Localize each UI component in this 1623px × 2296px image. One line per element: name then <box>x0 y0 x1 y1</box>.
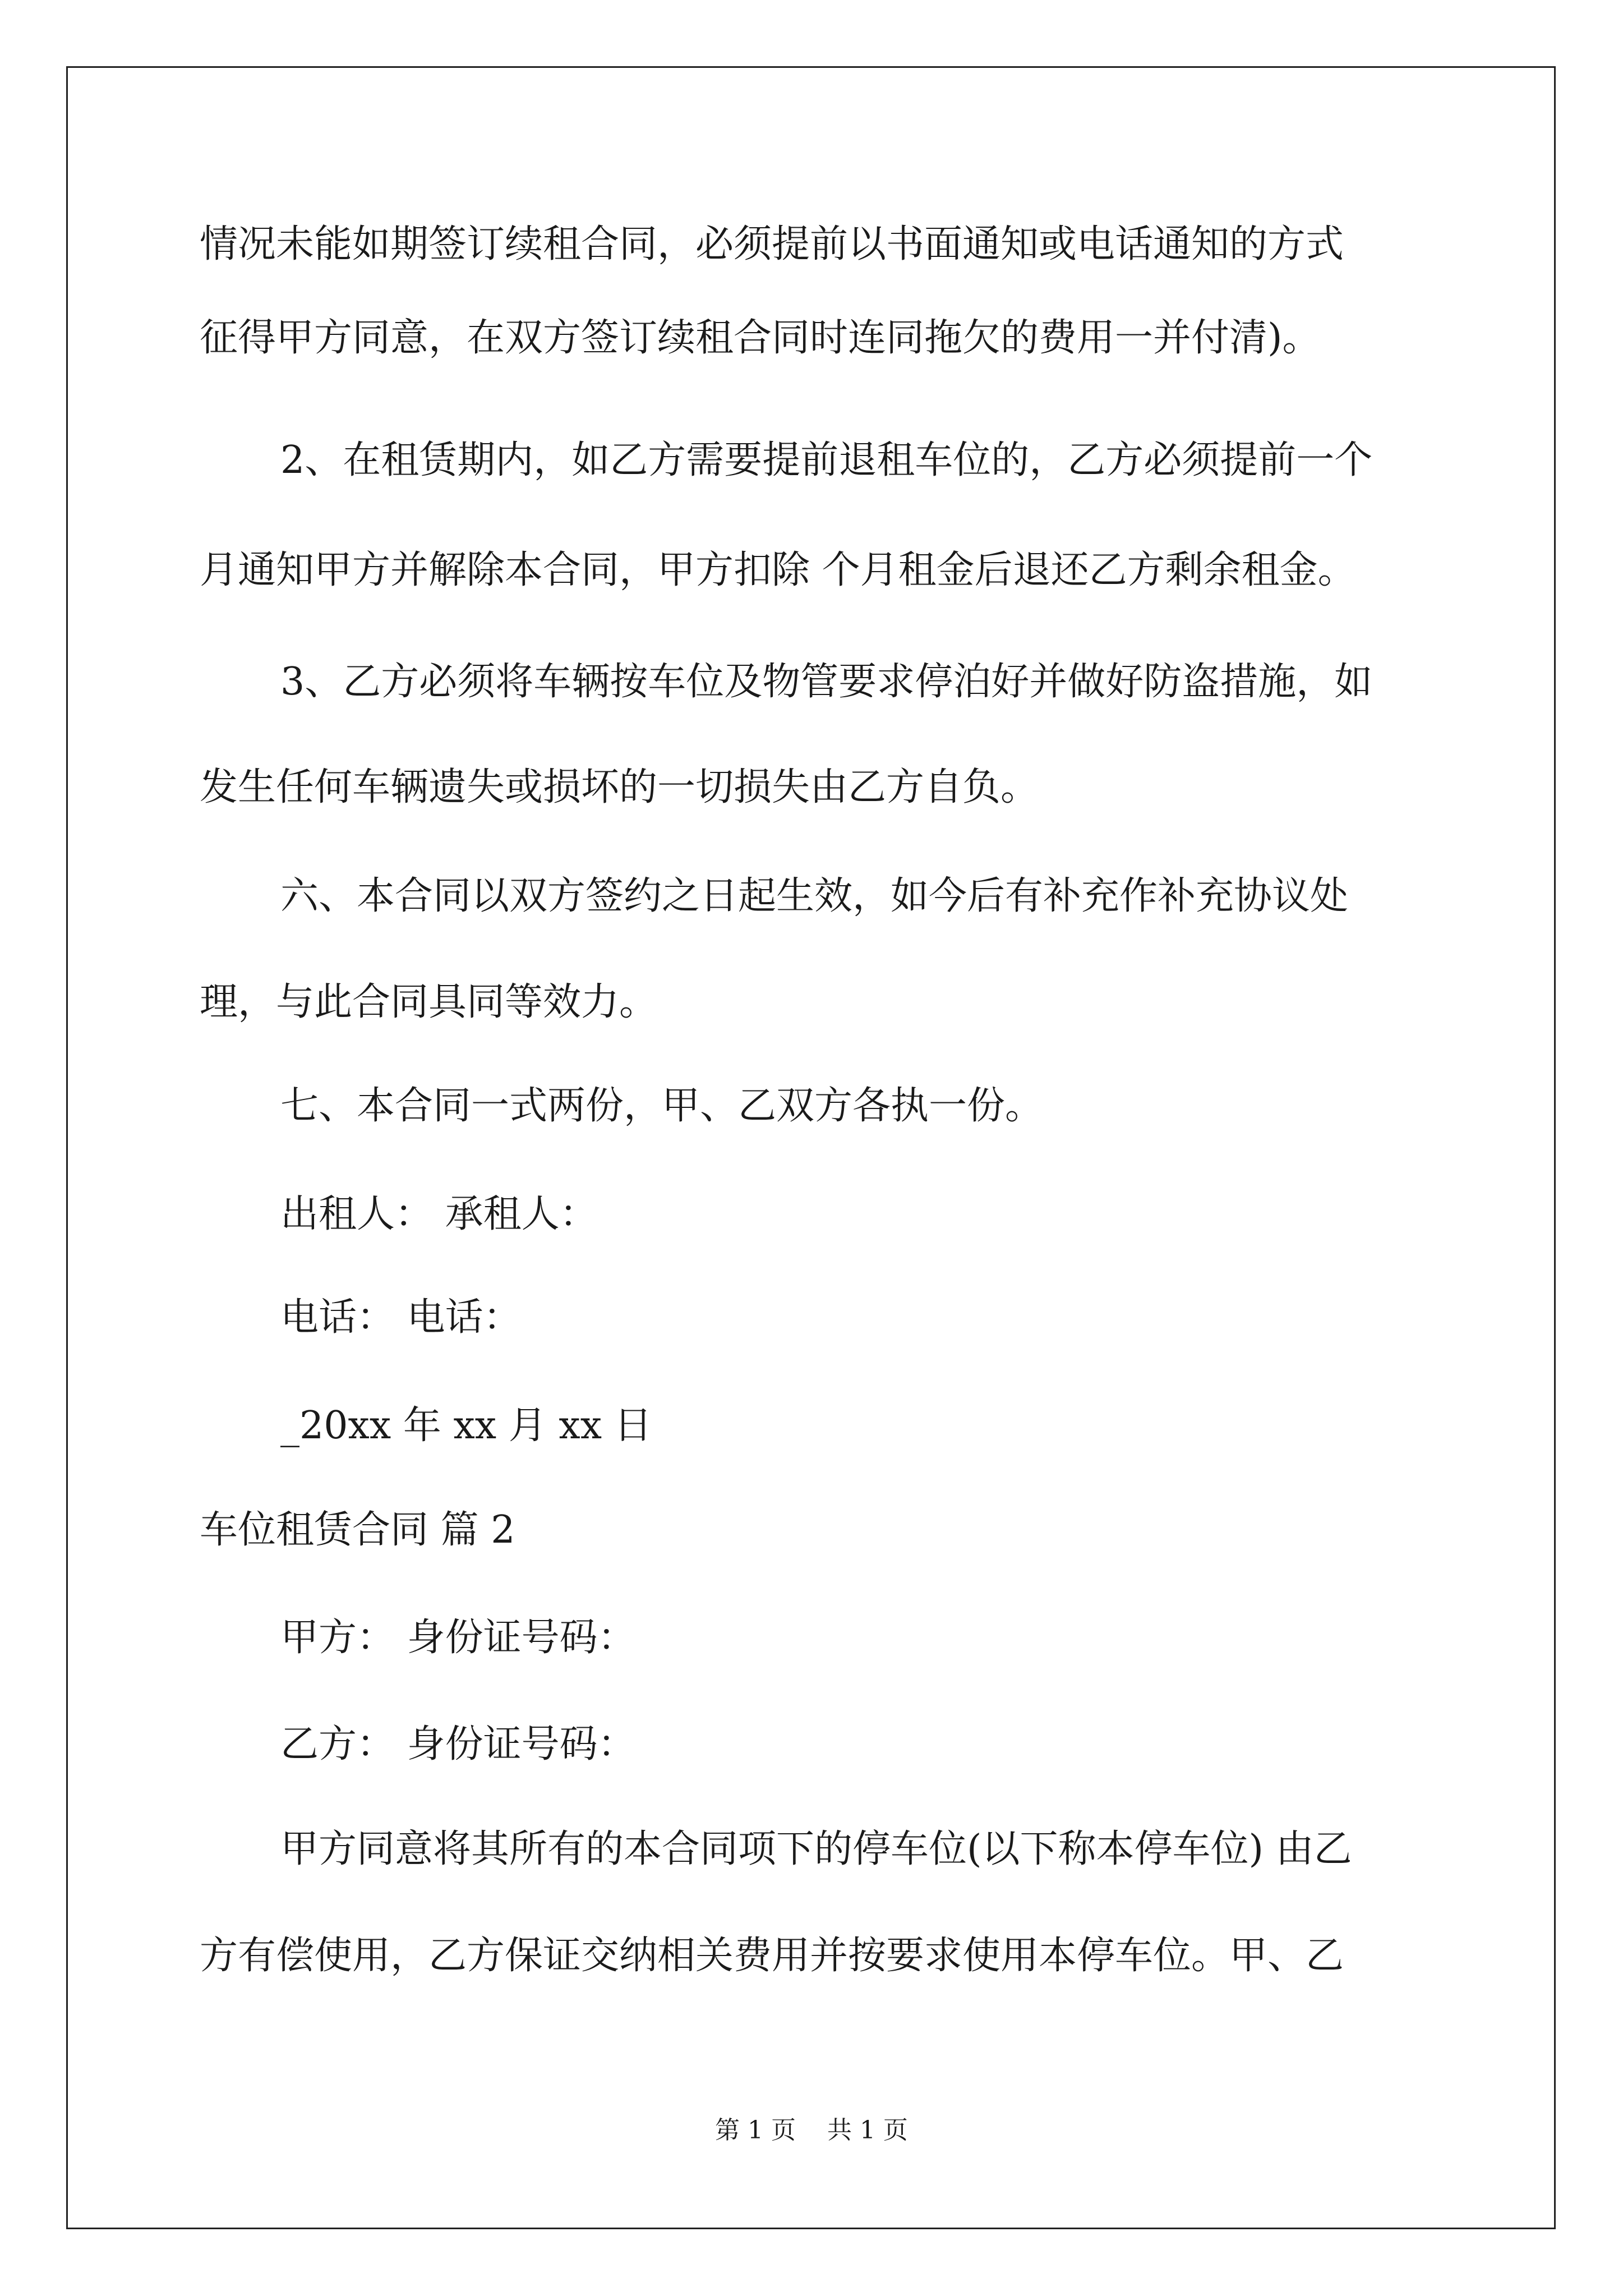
section-title: 车位租赁合同 篇 2 <box>200 1508 515 1552</box>
text-line-9: 七、本合同一式两份，甲、乙双方各执一份。 <box>280 1084 1044 1128</box>
signature-lessor-lessee: 出租人： 承租人： <box>280 1192 598 1236</box>
signature-phone: 电话： 电话： <box>280 1295 522 1340</box>
text-line-16: 甲方同意将其所有的本合同项下的停车位(以下称本停车位) 由乙 <box>280 1827 1352 1871</box>
text-line-7: 六、本合同以双方签约之日起生效，如今后有补充作补充协议处 <box>280 874 1349 918</box>
text-line-4: 月通知甲方并解除本合同，甲方扣除 个月租金后退还乙方剩余租金。 <box>200 548 1356 592</box>
text-line-8: 理，与此合同具同等效力。 <box>200 980 658 1024</box>
text-line-17: 方有偿使用，乙方保证交纳相关费用并按要求使用本停车位。甲、乙 <box>200 1934 1344 1978</box>
text-line-2: 征得甲方同意，在双方签订续租合同时连同拖欠的费用一并付清)。 <box>200 316 1321 360</box>
page-footer: 第 1 页 共 1 页 <box>715 2116 908 2145</box>
text-line-5: 3、乙方必须将车辆按车位及物管要求停泊好并做好防盗措施，如 <box>280 660 1373 704</box>
text-line-1: 情况未能如期签订续租合同，必须提前以书面通知或电话通知的方式 <box>200 222 1344 266</box>
signature-date: _20xx 年 xx 月 xx 日 <box>280 1404 652 1448</box>
party-a-line: 甲方： 身份证号码： <box>280 1616 636 1660</box>
party-b-line: 乙方： 身份证号码： <box>280 1722 636 1766</box>
text-line-6: 发生任何车辆遗失或损坏的一切损失由乙方自负。 <box>200 765 1039 809</box>
text-line-3: 2、在租赁期内，如乙方需要提前退租车位的，乙方必须提前一个 <box>280 438 1373 482</box>
page-border <box>66 66 1556 2229</box>
